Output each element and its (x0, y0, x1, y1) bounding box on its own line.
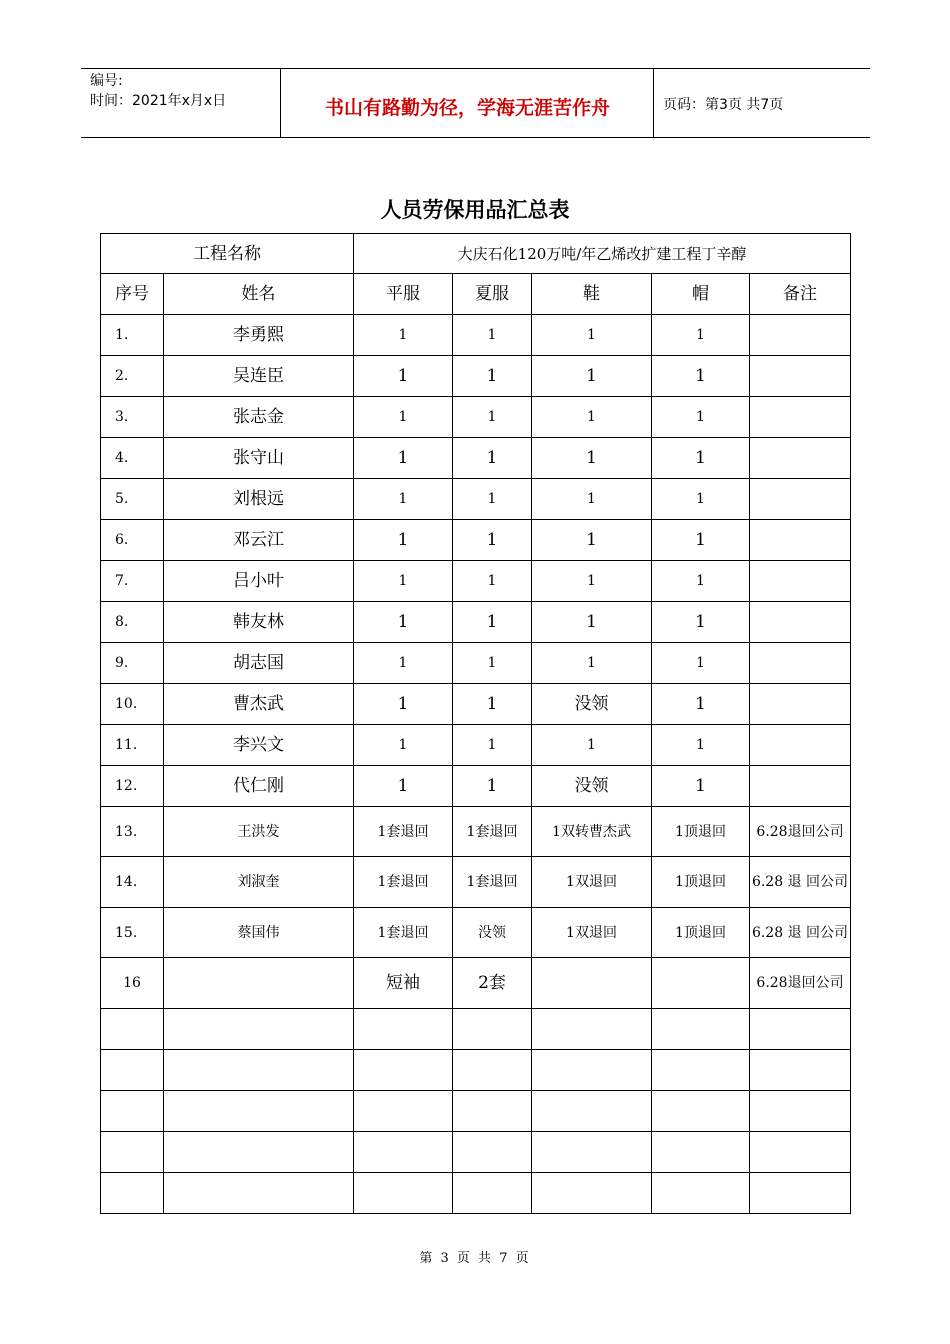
header-slogan: 书山有路勤为径，学海无涯苦作舟 (282, 69, 654, 137)
row-index: 14. (101, 857, 164, 908)
row-uniform: 1 (354, 397, 453, 438)
table-row (101, 397, 851, 438)
row-shoes: 1 (532, 438, 652, 479)
row-summer: 1 (453, 479, 532, 520)
table-row (101, 1050, 851, 1091)
row-name (164, 1132, 354, 1173)
row-uniform: 1 (354, 479, 453, 520)
table-row (101, 1091, 851, 1132)
table-row (101, 520, 851, 561)
row-hat: 1 (652, 725, 750, 766)
row-summer (453, 1132, 532, 1173)
row-remark (750, 356, 851, 397)
row-index: 4. (101, 438, 164, 479)
col-header-name: 姓名 (164, 274, 354, 315)
row-summer: 1 (453, 315, 532, 356)
project-name: 大庆石化120万吨/年乙烯改扩建工程丁辛醇 (354, 234, 851, 274)
row-uniform: 1套退回 (354, 908, 453, 958)
table-row (101, 684, 851, 725)
row-hat: 1 (652, 684, 750, 725)
row-name: 蔡国伟 (164, 908, 354, 958)
row-summer (453, 1091, 532, 1132)
row-shoes: 1 (532, 520, 652, 561)
row-shoes (532, 1009, 652, 1050)
row-remark (750, 561, 851, 602)
row-name: 曹杰武 (164, 684, 354, 725)
row-remark: 6.28退回公司 (750, 807, 851, 857)
row-shoes: 1 (532, 643, 652, 684)
row-index (101, 1091, 164, 1132)
row-index: 1. (101, 315, 164, 356)
row-hat (652, 1173, 750, 1214)
row-summer: 1套退回 (453, 857, 532, 908)
table-row (101, 315, 851, 356)
row-hat: 1 (652, 438, 750, 479)
header-page-number: 页码：第3页 共7页 (663, 97, 784, 113)
row-uniform (354, 1050, 453, 1091)
row-summer (453, 1173, 532, 1214)
row-index: 8. (101, 602, 164, 643)
row-name (164, 1050, 354, 1091)
table-row (101, 807, 851, 857)
row-hat: 1顶退回 (652, 807, 750, 857)
column-header-row (101, 274, 851, 315)
row-index (101, 1009, 164, 1050)
row-uniform (354, 1132, 453, 1173)
col-header-uniform: 平服 (354, 274, 453, 315)
row-index: 16 (101, 958, 164, 1009)
row-summer: 1 (453, 438, 532, 479)
row-hat: 1 (652, 520, 750, 561)
row-uniform: 1 (354, 725, 453, 766)
row-index: 15. (101, 908, 164, 958)
row-name: 吕小叶 (164, 561, 354, 602)
row-shoes (532, 1091, 652, 1132)
row-summer: 2套 (453, 958, 532, 1009)
row-remark (750, 520, 851, 561)
row-remark (750, 725, 851, 766)
table-row (101, 356, 851, 397)
row-index: 7. (101, 561, 164, 602)
row-uniform: 1 (354, 356, 453, 397)
row-index (101, 1050, 164, 1091)
time-label: 时间：2021年x月x日 (90, 93, 227, 109)
row-remark (750, 766, 851, 807)
row-summer: 1 (453, 397, 532, 438)
row-hat: 1顶退回 (652, 908, 750, 958)
table-row (101, 1009, 851, 1050)
row-hat: 1 (652, 356, 750, 397)
row-remark (750, 479, 851, 520)
row-hat (652, 1009, 750, 1050)
row-remark (750, 1050, 851, 1091)
row-summer: 1 (453, 356, 532, 397)
row-index: 2. (101, 356, 164, 397)
row-name: 李兴文 (164, 725, 354, 766)
row-uniform (354, 1173, 453, 1214)
row-remark (750, 1091, 851, 1132)
row-shoes: 1双转曹杰武 (532, 807, 652, 857)
col-header-index: 序号 (101, 274, 164, 315)
row-shoes: 1 (532, 561, 652, 602)
row-name: 王洪发 (164, 807, 354, 857)
row-remark (750, 1132, 851, 1173)
row-index: 9. (101, 643, 164, 684)
col-header-summer: 夏服 (453, 274, 532, 315)
row-hat (652, 1132, 750, 1173)
row-name: 张守山 (164, 438, 354, 479)
row-name: 邓云江 (164, 520, 354, 561)
row-summer: 1 (453, 602, 532, 643)
row-uniform (354, 1009, 453, 1050)
row-index (101, 1173, 164, 1214)
row-summer: 1 (453, 684, 532, 725)
summary-table (100, 233, 851, 1214)
table-row (101, 479, 851, 520)
row-uniform: 1 (354, 438, 453, 479)
row-name (164, 1091, 354, 1132)
row-index: 6. (101, 520, 164, 561)
row-summer: 没领 (453, 908, 532, 958)
row-hat: 1 (652, 315, 750, 356)
project-label: 工程名称 (101, 234, 354, 274)
row-name: 代仁刚 (164, 766, 354, 807)
row-index: 12. (101, 766, 164, 807)
row-summer (453, 1050, 532, 1091)
row-index (101, 1132, 164, 1173)
row-shoes: 1 (532, 602, 652, 643)
row-index: 10. (101, 684, 164, 725)
row-index: 5. (101, 479, 164, 520)
row-uniform: 1 (354, 520, 453, 561)
row-name (164, 1009, 354, 1050)
row-name: 刘根远 (164, 479, 354, 520)
row-uniform: 短袖 (354, 958, 453, 1009)
row-name: 刘淑奎 (164, 857, 354, 908)
row-uniform: 1 (354, 315, 453, 356)
row-hat: 1 (652, 602, 750, 643)
row-uniform: 1套退回 (354, 857, 453, 908)
table-row (101, 602, 851, 643)
row-remark: 6.28退回公司 (750, 958, 851, 1009)
row-hat: 1顶退回 (652, 857, 750, 908)
row-hat: 1 (652, 766, 750, 807)
row-hat: 1 (652, 479, 750, 520)
row-remark (750, 397, 851, 438)
row-remark (750, 643, 851, 684)
row-hat (652, 958, 750, 1009)
row-shoes: 没领 (532, 684, 652, 725)
row-shoes: 没领 (532, 766, 652, 807)
row-summer: 1 (453, 643, 532, 684)
row-name (164, 958, 354, 1009)
row-hat: 1 (652, 643, 750, 684)
row-summer: 1 (453, 725, 532, 766)
row-remark: 6.28 退 回公司 (750, 908, 851, 958)
table-row (101, 438, 851, 479)
row-hat (652, 1091, 750, 1132)
row-name: 胡志国 (164, 643, 354, 684)
col-header-shoes: 鞋 (532, 274, 652, 315)
document-header (81, 68, 870, 138)
row-uniform: 1 (354, 766, 453, 807)
row-shoes (532, 958, 652, 1009)
row-name (164, 1173, 354, 1214)
row-name: 张志金 (164, 397, 354, 438)
row-summer: 1 (453, 520, 532, 561)
row-uniform: 1套退回 (354, 807, 453, 857)
row-hat: 1 (652, 397, 750, 438)
table-row (101, 561, 851, 602)
header-meta (81, 69, 281, 137)
row-uniform (354, 1091, 453, 1132)
table-row (101, 766, 851, 807)
row-index: 3. (101, 397, 164, 438)
row-remark (750, 684, 851, 725)
row-remark: 6.28 退 回公司 (750, 857, 851, 908)
project-row (101, 234, 851, 274)
col-header-remark: 备注 (750, 274, 851, 315)
row-summer: 1套退回 (453, 807, 532, 857)
row-remark (750, 602, 851, 643)
row-summer: 1 (453, 561, 532, 602)
row-hat (652, 1050, 750, 1091)
row-summer (453, 1009, 532, 1050)
table-row (101, 1132, 851, 1173)
row-shoes (532, 1050, 652, 1091)
table-row (101, 643, 851, 684)
row-summer: 1 (453, 766, 532, 807)
row-shoes: 1 (532, 397, 652, 438)
row-shoes (532, 1173, 652, 1214)
row-uniform: 1 (354, 561, 453, 602)
col-header-hat: 帽 (652, 274, 750, 315)
row-shoes: 1双退回 (532, 857, 652, 908)
row-remark (750, 315, 851, 356)
table-row (101, 958, 851, 1009)
row-remark (750, 1009, 851, 1050)
row-uniform: 1 (354, 684, 453, 725)
table-row (101, 857, 851, 908)
row-shoes (532, 1132, 652, 1173)
row-shoes: 1双退回 (532, 908, 652, 958)
row-uniform: 1 (354, 602, 453, 643)
row-hat: 1 (652, 561, 750, 602)
table-row (101, 1173, 851, 1214)
table-row (101, 908, 851, 958)
table-row (101, 725, 851, 766)
row-shoes: 1 (532, 479, 652, 520)
row-remark (750, 1173, 851, 1214)
row-shoes: 1 (532, 315, 652, 356)
page-title: 人员劳保用品汇总表 (380, 198, 570, 222)
row-remark (750, 438, 851, 479)
row-shoes: 1 (532, 356, 652, 397)
row-shoes: 1 (532, 725, 652, 766)
row-index: 11. (101, 725, 164, 766)
row-uniform: 1 (354, 643, 453, 684)
row-name: 韩友林 (164, 602, 354, 643)
row-index: 13. (101, 807, 164, 857)
page-footer: 第 3 页 共 7 页 (419, 1251, 531, 1266)
row-name: 吴连臣 (164, 356, 354, 397)
code-label: 编号: (90, 73, 123, 89)
row-name: 李勇熙 (164, 315, 354, 356)
